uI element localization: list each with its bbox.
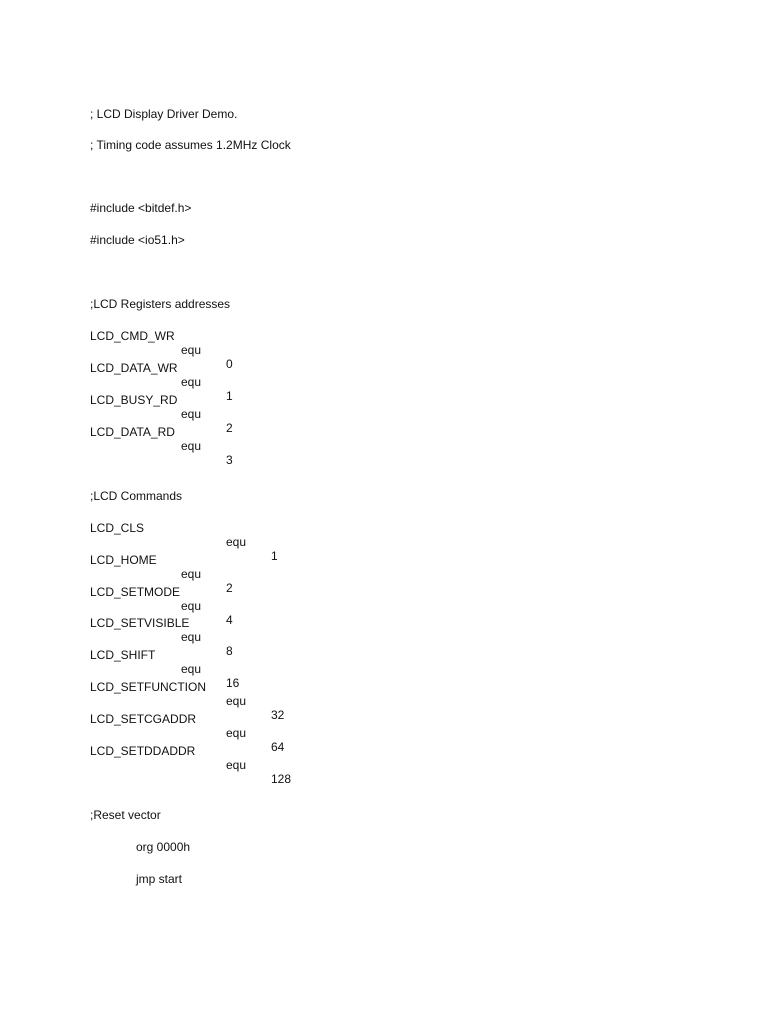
register-value: 0	[226, 357, 233, 371]
command-name: LCD_SETVISIBLE	[90, 616, 190, 630]
register-name: LCD_DATA_RD	[90, 425, 175, 439]
command-value: 32	[271, 708, 285, 722]
commands-heading: ;LCD Commands	[90, 489, 183, 503]
register-value: 2	[226, 421, 233, 435]
command-value: 8	[226, 644, 233, 658]
reset-heading: ;Reset vector	[90, 808, 161, 822]
command-value: 1	[271, 549, 278, 563]
command-name: LCD_SETCGADDR	[90, 712, 197, 726]
register-row	[0, 411, 233, 481]
command-value: 64	[271, 740, 285, 754]
command-op: equ	[226, 535, 247, 549]
command-op: equ	[226, 758, 247, 772]
command-op: equ	[226, 694, 247, 708]
comment-title: ; LCD Display Driver Demo.	[90, 107, 238, 121]
register-name: LCD_DATA_WR	[90, 361, 178, 375]
command-value: 128	[271, 772, 292, 786]
reset-line: org 0000h	[136, 840, 191, 854]
command-value: 2	[226, 581, 233, 595]
command-value: 4	[226, 613, 233, 627]
command-op: equ	[226, 726, 247, 740]
command-op: equ	[181, 599, 202, 613]
command-name: LCD_HOME	[90, 553, 157, 567]
command-op: equ	[181, 630, 202, 644]
register-op: equ	[181, 439, 202, 453]
register-op: equ	[181, 407, 202, 421]
reset-line: jmp start	[136, 872, 183, 886]
command-name: LCD_SETDDADDR	[90, 744, 196, 758]
command-name: LCD_SHIFT	[90, 648, 156, 662]
register-value: 1	[226, 389, 233, 403]
registers-heading: ;LCD Registers addresses	[90, 297, 231, 311]
command-name: LCD_SETFUNCTION	[90, 680, 207, 694]
comment-timing: ; Timing code assumes 1.2MHz Clock	[90, 138, 291, 152]
register-op: equ	[181, 375, 202, 389]
register-op: equ	[181, 343, 202, 357]
command-name: LCD_CLS	[90, 521, 145, 535]
command-value: 16	[226, 676, 240, 690]
include-line: #include <io51.h>	[90, 233, 185, 247]
command-op: equ	[181, 567, 202, 581]
register-value: 3	[226, 453, 233, 467]
command-name: LCD_SETMODE	[90, 585, 181, 599]
register-name: LCD_CMD_WR	[90, 329, 175, 343]
register-name: LCD_BUSY_RD	[90, 393, 178, 407]
include-line: #include <bitdef.h>	[90, 201, 192, 215]
command-op: equ	[181, 662, 202, 676]
